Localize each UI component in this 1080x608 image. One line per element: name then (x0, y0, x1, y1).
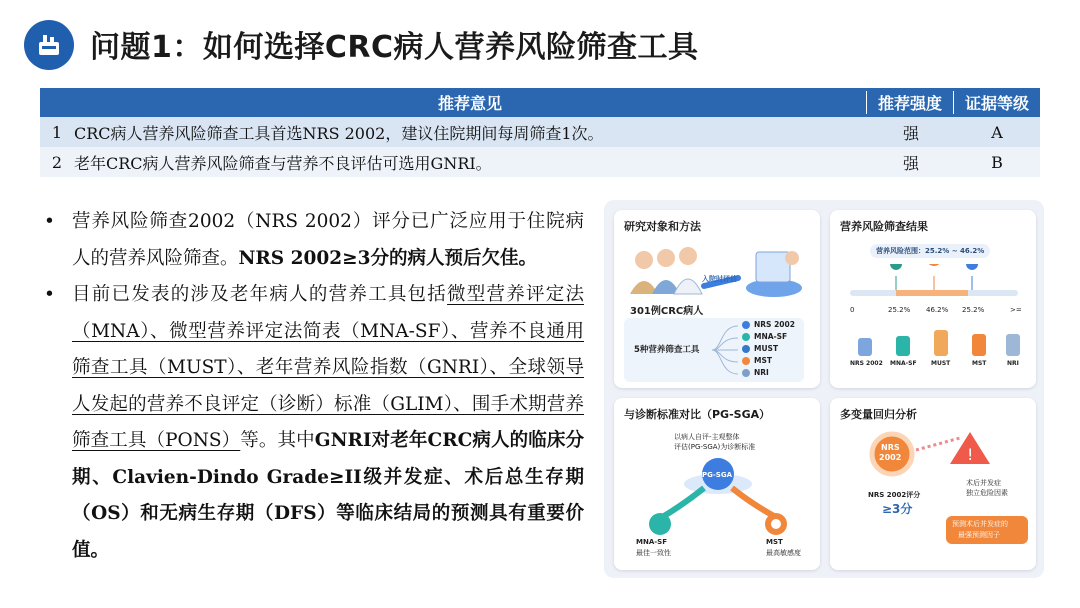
header-recommendation: 推荐意见 (437, 94, 502, 113)
patients-count: 301例CRC病人 (630, 306, 704, 317)
bar-label: MST (972, 360, 987, 367)
bullet-dot: • (44, 211, 55, 232)
arrow-label: 入院时评估 (702, 275, 737, 283)
row-evidence: A (991, 122, 1003, 142)
bar-cylinder (1006, 334, 1020, 356)
infographic (604, 200, 1044, 578)
range-scale-icon (844, 264, 1024, 308)
bar-cylinder (934, 330, 948, 356)
panel-regression (830, 398, 1036, 570)
row-number: 2 (51, 152, 63, 172)
tool-item: MST (742, 356, 772, 365)
bullet-emphasis: GNRI对老年CRC病人的临床分期、Clavien-Dindo Grade≥II级并发症、术后总生存期（OS）和无病生存期（DFS）等临床结局的预测具有重要价值。 (72, 430, 584, 561)
header-evidence: 证据等级 (953, 91, 1040, 114)
risk-label: 术后并发症 (966, 479, 1001, 487)
bullet-dot: • (44, 284, 55, 305)
left-tool: MNA-SF (636, 538, 667, 546)
basket-icon (36, 32, 62, 58)
svg-text:!: ! (967, 445, 974, 464)
predictor-text: 预测术后并发症的 (952, 520, 1008, 528)
range-label: 营养风险范围：25.2% ~ 46.2% (870, 244, 990, 258)
risk-label: 独立危险因素 (966, 489, 1008, 497)
desc-line: 以病人自评-主观整体 (674, 433, 740, 441)
bullet-text: 等。其中 (240, 430, 315, 451)
bracket-icon (710, 320, 740, 380)
bar-label: NRS 2002 (850, 360, 883, 367)
dot-icon (742, 369, 750, 377)
row-number: 1 (51, 122, 63, 142)
bullet-list (44, 204, 584, 569)
header-strength: 推荐强度 (866, 91, 953, 114)
scale-tick: 25.2% (962, 306, 985, 314)
bar-label: MUST (931, 360, 951, 367)
comparison-diagram-icon (624, 454, 810, 544)
table-header-row (40, 88, 1040, 117)
right-note: 最高敏感度 (766, 549, 801, 557)
bullet-item (44, 204, 584, 277)
bullet-text: 目前已发表的涉及老年病人的营养工具包括 (72, 284, 448, 305)
panel-study-design (614, 210, 820, 388)
row-text: CRC病人营养风险筛查工具首选NRS 2002，建议住院期间每周筛查1次。 (74, 123, 604, 143)
bullet-item (44, 277, 584, 569)
bar-cylinder (858, 338, 872, 356)
tool-item: MNA-SF (742, 332, 787, 341)
logo (24, 20, 74, 70)
recommendation-table (40, 88, 1040, 177)
panel-title: 研究对象和方法 (624, 220, 701, 233)
desc-line: 评估(PG-SGA)为诊断标准 (674, 443, 756, 451)
predictor-text: 最强预测因子 (958, 531, 1000, 539)
right-tool: MST (766, 538, 783, 546)
badge-text: 2002 (879, 453, 902, 462)
tool-item: MUST (742, 344, 778, 353)
row-strength: 强 (902, 153, 919, 173)
panel-title: 营养风险筛查结果 (840, 220, 928, 233)
bar-label: NRI (1007, 360, 1019, 367)
panel-title: 多变量回归分析 (840, 408, 917, 421)
score-value: ≥3分 (882, 502, 913, 516)
left-note: 最佳一致性 (636, 549, 671, 557)
dot-icon (742, 357, 750, 365)
bullet-tools-list: 微型营养评定法（MNA）、微型营养评定法简表（MNA-SF）、营养不良通用筛查工具（MUST）、老年营养风险指数（GNRI）、全球领导人发起的营养不良评定（诊断）标准（GLIM）、围手术期营养筛查工具（PONS） (72, 284, 584, 451)
dot-icon (742, 333, 750, 341)
bar-label: MNA-SF (890, 360, 917, 367)
bar-cylinder (972, 334, 986, 356)
scale-tick: 25.2% (888, 306, 911, 314)
tool-item: NRI (742, 368, 769, 377)
tools-label: 5种营养筛查工具 (634, 345, 700, 355)
scale-tick: 46.2% (926, 306, 949, 314)
table-row (40, 117, 1040, 147)
patients-doctor-icon (626, 238, 806, 302)
badge-text: NRS (881, 443, 900, 452)
dot-icon (742, 321, 750, 329)
panel-title: 与诊断标准对比（PG-SGA） (624, 408, 771, 421)
dot-icon (742, 345, 750, 353)
row-text: 老年CRC病人营养风险筛查与营养不良评估可选用GNRI。 (74, 153, 492, 173)
table-row (40, 147, 1040, 177)
panel-screening-results (830, 210, 1036, 388)
bullet-text: 营养风险筛查2002（NRS 2002）评分已广泛应用于住院病人的营养风险筛查。 (72, 211, 584, 269)
scale-tick: >= (1010, 306, 1022, 314)
row-evidence: B (991, 152, 1003, 172)
row-strength: 强 (902, 123, 919, 143)
score-label: NRS 2002评分 (868, 491, 921, 499)
tool-item: NRS 2002 (742, 320, 795, 329)
scale-tick: 0 (850, 306, 855, 314)
page-title: 问题1：如何选择CRC病人营养风险筛查工具 (90, 30, 699, 65)
bar-cylinder (896, 336, 910, 356)
panel-pgsga-comparison (614, 398, 820, 570)
center-label: PG-SGA (702, 471, 732, 479)
bullet-emphasis: NRS 2002≥3分的病人预后欠佳。 (238, 247, 537, 269)
